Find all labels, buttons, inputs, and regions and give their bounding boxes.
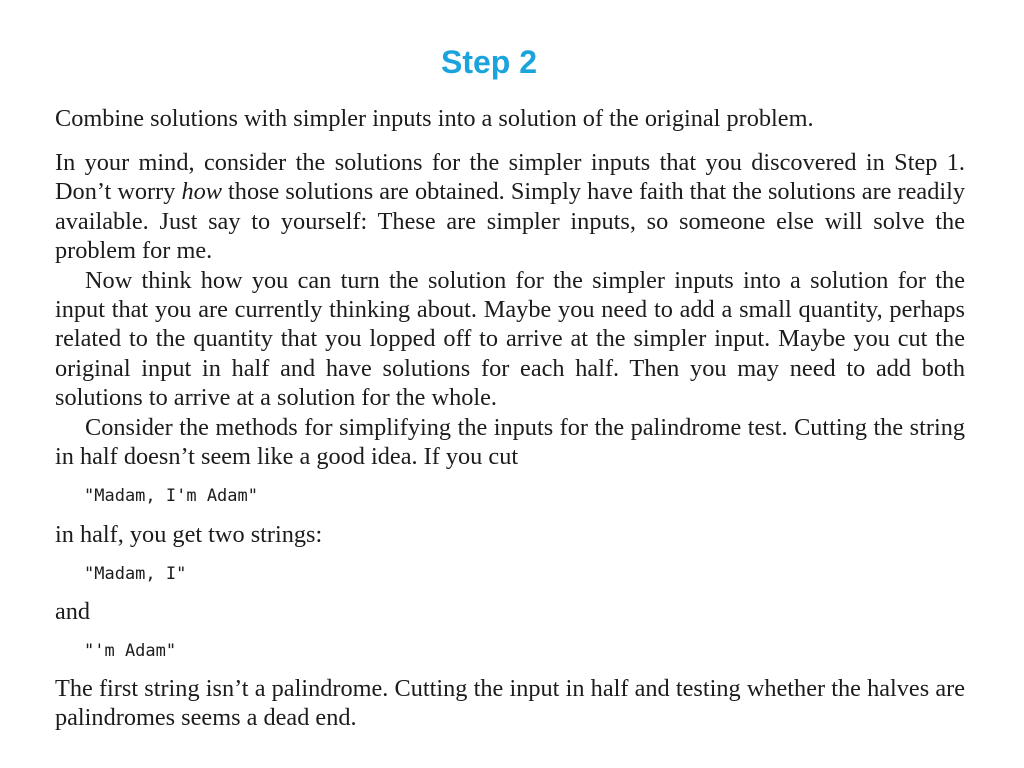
connector-1-text: in half, you get two strings: [55, 521, 323, 548]
final-paragraph [55, 674, 965, 733]
code-first-half: "Madam, I" [84, 564, 187, 584]
paragraph-1-end: those solutions are obtained. Simply have faith that the solutions are readily available. Just say to yourself: These are simpler inputs, so someone else will solve the problem for me. [55, 178, 966, 265]
lead-sentence [55, 104, 965, 133]
connector-1 [55, 520, 965, 549]
slide-title: Step 2 [440, 44, 538, 80]
lead-text: Combine solutions with simpler inputs into a solution of the original problem. [55, 105, 814, 132]
paragraph-2: Now think how you can turn the solution for the simpler inputs into a solution for the input that you are currently thinking about. Maybe you need to add a small quantity, perhaps related to the quantity that you lopped off to arrive at the simpler input. Maybe you cut the original input in half and have solutions for each half. Then you may need to add both solutions to arrive at a solution for the whole. [55, 266, 965, 412]
final-text: The first string isn’t a palindrome. Cutting the input in half and testing whether the halves are palindromes seems a dead end. [55, 675, 965, 732]
code-full-string: "Madam, I'm Adam" [84, 486, 258, 506]
connector-2 [55, 597, 965, 626]
body-paragraphs [55, 148, 965, 471]
paragraph-1-emphasis: how [181, 178, 222, 206]
code-second-half: "'m Adam" [84, 641, 177, 661]
paragraph-1-start: In your mind, consider the solutions for the simpler inputs that you discovered in Step 1. Don’t worry [55, 149, 965, 206]
paragraph-3: Consider the methods for simplifying the inputs for the palindrome test. Cutting the string in half doesn’t seem like a good idea. If you cut [55, 413, 965, 471]
connector-2-text: and [55, 598, 91, 625]
paragraph-1 [55, 148, 965, 266]
